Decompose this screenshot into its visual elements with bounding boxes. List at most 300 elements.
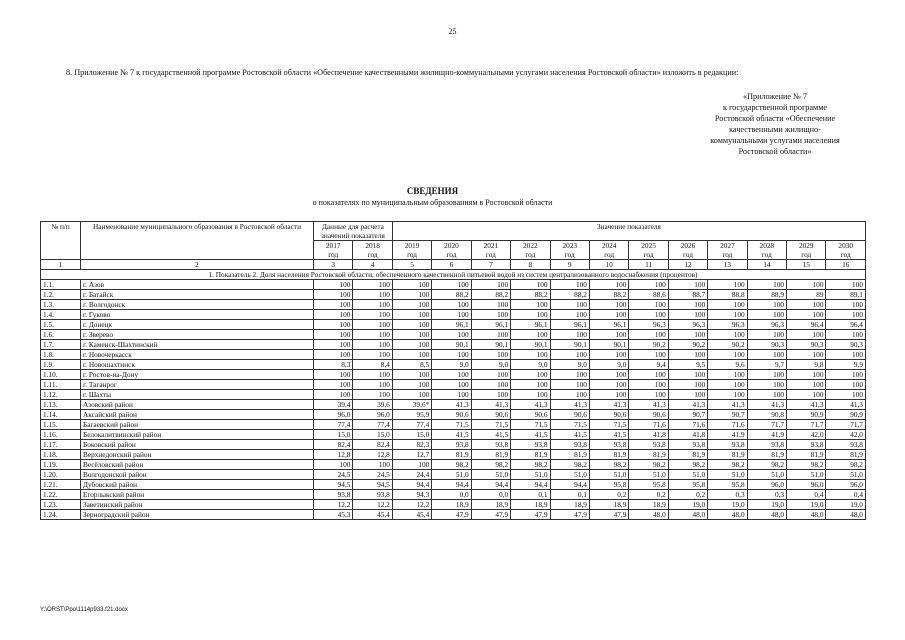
indicator-value: 81,9: [787, 450, 826, 460]
indicator-value: 45,4: [392, 510, 431, 520]
indicator-value: 9,6: [708, 360, 747, 370]
indicator-value: 71,5: [471, 420, 510, 430]
indicator-value: 100: [314, 290, 353, 300]
indicator-value: 100: [629, 310, 668, 320]
year-header: [708, 241, 747, 260]
row-number: 1.17.: [41, 440, 81, 450]
column-number: 6: [432, 260, 471, 270]
indicator-value: 24,5: [353, 470, 392, 480]
year-suffix: год: [367, 250, 378, 259]
table-row: [41, 470, 866, 480]
header-value: Значение показателя: [392, 222, 865, 241]
indicator-value: 77,4: [392, 420, 431, 430]
municipality-name: г. Донецк: [81, 320, 314, 330]
header-num: № п/п: [41, 222, 81, 260]
year-suffix: год: [407, 250, 418, 259]
indicator-value: 81,9: [668, 450, 707, 460]
indicator-value: 96,1: [550, 320, 589, 330]
indicator-value: 47,9: [589, 510, 628, 520]
indicator-value: 94,4: [432, 480, 471, 490]
indicator-value: 96,3: [747, 320, 786, 330]
indicator-value: 51,0: [589, 470, 628, 480]
indicator-value: 100: [314, 300, 353, 310]
indicator-value: 41,3: [629, 400, 668, 410]
municipality-name: г. Новошахтинск: [81, 360, 314, 370]
year-header: [550, 241, 589, 260]
indicator-value: 41,8: [629, 430, 668, 440]
indicator-value: 9,7: [747, 360, 786, 370]
indicator-value: 100: [511, 380, 550, 390]
indicator-value: 51,0: [747, 470, 786, 480]
indicator-value: 100: [668, 350, 707, 360]
indicator-value: 100: [432, 380, 471, 390]
indicator-value: 41,5: [432, 430, 471, 440]
indicator-value: 42,0: [787, 430, 826, 440]
indicator-value: 100: [314, 460, 353, 470]
indicator-value: 0,2: [629, 490, 668, 500]
year-value: 2020: [444, 241, 459, 250]
indicator-value: 100: [550, 390, 589, 400]
indicator-value: 96,1: [432, 320, 471, 330]
indicator-value: 81,9: [747, 450, 786, 460]
indicator-value: 100: [668, 310, 707, 320]
indicator-value: 100: [353, 330, 392, 340]
indicator-value: 93,8: [787, 440, 826, 450]
indicator-value: 93,8: [550, 440, 589, 450]
indicator-value: 96,3: [708, 320, 747, 330]
year-value: 2024: [601, 241, 617, 250]
column-number: 11: [629, 260, 668, 270]
indicator-value: 100: [826, 390, 865, 400]
indicator-value: 100: [392, 370, 431, 380]
municipality-name: Белокалитвинский район: [81, 430, 314, 440]
indicator-value: 9,8: [787, 360, 826, 370]
indicator-value: 100: [668, 370, 707, 380]
row-number: 1.19.: [41, 460, 81, 470]
indicator-value: 81,9: [550, 450, 589, 460]
indicator-value: 51,0: [629, 470, 668, 480]
indicator-value: 90,6: [432, 410, 471, 420]
indicator-value: 100: [511, 280, 550, 290]
indicator-value: 93,8: [826, 440, 865, 450]
year-suffix: год: [761, 250, 772, 259]
year-header: [432, 241, 471, 260]
indicator-value: 90,3: [747, 340, 786, 350]
indicator-value: 100: [511, 370, 550, 380]
indicator-value: 100: [353, 310, 392, 320]
indicator-value: 100: [589, 390, 628, 400]
municipality-name: г. Таганрог: [81, 380, 314, 390]
indicator-value: 100: [589, 280, 628, 290]
row-number: 1.2.: [41, 290, 81, 300]
indicator-value: 100: [314, 340, 353, 350]
municipality-name: г. Батайск: [81, 290, 314, 300]
indicator-value: 41,3: [471, 400, 510, 410]
indicator-value: 100: [826, 350, 865, 360]
indicator-value: 48,0: [708, 510, 747, 520]
indicator-value: 100: [589, 380, 628, 390]
indicator-value: 100: [471, 380, 510, 390]
indicator-value: 0,3: [708, 490, 747, 500]
column-number: 16: [826, 260, 865, 270]
year-value: 2018: [365, 241, 380, 250]
indicator-value: 88,2: [471, 290, 510, 300]
indicator-value: 88,2: [511, 290, 550, 300]
column-number-row: [41, 260, 866, 270]
indicator-value: 100: [826, 310, 865, 320]
indicator-value: 90,6: [589, 410, 628, 420]
table-row: [41, 450, 866, 460]
indicator-value: 90,6: [511, 410, 550, 420]
indicator-value: 41,3: [787, 400, 826, 410]
indicator-value: 51,0: [708, 470, 747, 480]
indicator-value: 19,0: [787, 500, 826, 510]
indicator-value: 96,4: [787, 320, 826, 330]
indicator-value: 100: [432, 350, 471, 360]
indicator-value: 96,1: [511, 320, 550, 330]
indicator-value: 39,4: [314, 400, 353, 410]
indicator-value: 100: [708, 280, 747, 290]
year-header: [668, 241, 707, 260]
municipality-name: Азовский район: [81, 400, 314, 410]
indicator-value: 100: [708, 310, 747, 320]
indicator-value: 90,7: [708, 410, 747, 420]
indicator-value: 100: [747, 330, 786, 340]
indicator-value: 100: [314, 390, 353, 400]
indicator-value: 48,0: [787, 510, 826, 520]
year-header: [471, 241, 510, 260]
year-header: [747, 241, 786, 260]
indicator-value: 41,8: [668, 430, 707, 440]
indicator-value: 98,2: [589, 460, 628, 470]
indicator-value: 81,9: [511, 450, 550, 460]
indicator-value: 100: [511, 330, 550, 340]
year-suffix: год: [722, 250, 733, 259]
indicator-value: 100: [589, 350, 628, 360]
row-number: 1.16.: [41, 430, 81, 440]
indicator-value: 100: [787, 370, 826, 380]
indicator-value: 100: [550, 350, 589, 360]
indicator-value: 100: [471, 370, 510, 380]
row-number: 1.22.: [41, 490, 81, 500]
document-title: СВЕДЕНИЯ: [406, 186, 459, 196]
indicator-value: 41,5: [471, 430, 510, 440]
indicator-value: 100: [392, 460, 431, 470]
indicator-value: 24,5: [314, 470, 353, 480]
indicator-value: 45,3: [314, 510, 353, 520]
indicator-value: 100: [787, 310, 826, 320]
indicator-value: 41,3: [708, 400, 747, 410]
indicator-value: 100: [589, 330, 628, 340]
indicator-value: 100: [392, 380, 431, 390]
table-row: [41, 300, 866, 310]
indicator-value: 100: [392, 330, 431, 340]
indicator-value: 96,0: [787, 480, 826, 490]
indicator-value: 41,5: [511, 430, 550, 440]
indicator-value: 90,9: [826, 410, 865, 420]
indicator-value: 9,0: [471, 360, 510, 370]
year-value: 2029: [798, 241, 814, 250]
indicator-value: 41,3: [589, 400, 628, 410]
indicator-value: 90,2: [668, 340, 707, 350]
indicator-value: 93,8: [314, 490, 353, 500]
indicator-value: 90,3: [826, 340, 865, 350]
indicator-value: 0,4: [787, 490, 826, 500]
indicator-value: 71,5: [511, 420, 550, 430]
year-header: [353, 241, 392, 260]
indicator-value: 0,2: [589, 490, 628, 500]
indicator-value: 71,7: [747, 420, 786, 430]
table-row: [41, 340, 866, 350]
indicator-value: 95,8: [668, 480, 707, 490]
municipality-name: Весёловский район: [81, 460, 314, 470]
indicator-value: 9,9: [826, 360, 865, 370]
indicator-value: 100: [392, 350, 431, 360]
section-title: 1. Показатель 2. Доля населения Ростовской области, обеспеченного качественной питьевой водой из систем централизованного водоснабжения (процентов): [41, 270, 866, 280]
table-row: [41, 430, 866, 440]
indicator-value: 95,8: [629, 480, 668, 490]
municipality-name: г. Новочеркасск: [81, 350, 314, 360]
indicator-value: 100: [629, 390, 668, 400]
indicator-value: 12,2: [392, 500, 431, 510]
indicator-value: 100: [432, 310, 471, 320]
municipality-name: Верхнедонский район: [81, 450, 314, 460]
indicator-value: 100: [787, 300, 826, 310]
year-suffix: год: [564, 250, 575, 259]
indicator-value: 93,8: [747, 440, 786, 450]
column-number: 9: [550, 260, 589, 270]
indicator-value: 0,1: [550, 490, 589, 500]
indicator-value: 51,0: [432, 470, 471, 480]
indicator-value: 100: [353, 340, 392, 350]
indicator-value: 96,0: [314, 410, 353, 420]
indicator-value: 100: [747, 310, 786, 320]
indicator-value: 100: [392, 310, 431, 320]
indicator-value: 98,2: [511, 460, 550, 470]
year-value: 2027: [720, 241, 735, 250]
indicator-value: 19,0: [668, 500, 707, 510]
indicator-value: 41,9: [747, 430, 786, 440]
indicator-value: 41,3: [432, 400, 471, 410]
intro-paragraph: 8. Приложение № 7 к государственной программе Ростовской области «Обеспечение качественными жилищно-коммунальными услугами населения Ростовской области» изложить в редакции:: [66, 68, 739, 77]
indicator-value: 100: [392, 280, 431, 290]
indicator-value: 100: [747, 280, 786, 290]
indicator-value: 100: [668, 330, 707, 340]
indicator-value: 12,7: [392, 450, 431, 460]
table-row: [41, 360, 866, 370]
indicator-value: 41,5: [550, 430, 589, 440]
indicator-value: 90,7: [668, 410, 707, 420]
indicator-value: 47,9: [432, 510, 471, 520]
row-number: 1.4.: [41, 310, 81, 320]
row-number: 1.3.: [41, 300, 81, 310]
indicator-value: 82,3: [392, 440, 431, 450]
indicator-value: 41,3: [668, 400, 707, 410]
indicator-value: 100: [629, 280, 668, 290]
indicator-value: 8,3: [314, 360, 353, 370]
indicator-value: 45,4: [353, 510, 392, 520]
municipality-name: Волгодонской район: [81, 470, 314, 480]
indicator-value: 100: [314, 310, 353, 320]
indicator-value: 0,0: [432, 490, 471, 500]
indicator-value: 18,9: [629, 500, 668, 510]
indicator-value: 93,8: [589, 440, 628, 450]
indicator-value: 41,3: [826, 400, 865, 410]
indicator-value: 71,7: [787, 420, 826, 430]
year-value: 2026: [680, 241, 696, 250]
indicator-value: 88,2: [550, 290, 589, 300]
indicator-value: 100: [314, 370, 353, 380]
indicator-value: 88,2: [432, 290, 471, 300]
indicator-value: 100: [511, 350, 550, 360]
indicator-value: 100: [629, 370, 668, 380]
indicator-value: 90,6: [629, 410, 668, 420]
column-number: 15: [787, 260, 826, 270]
indicator-value: 100: [511, 310, 550, 320]
year-value: 2019: [404, 241, 420, 250]
year-header: [392, 241, 431, 260]
indicator-value: 51,0: [826, 470, 865, 480]
indicator-value: 47,9: [550, 510, 589, 520]
indicator-value: 96,0: [826, 480, 865, 490]
indicator-value: 100: [826, 300, 865, 310]
indicator-value: 19,0: [826, 500, 865, 510]
indicator-value: 100: [747, 350, 786, 360]
table-row: [41, 460, 866, 470]
indicator-value: 9,0: [432, 360, 471, 370]
header-calc: Данные для расчета значений показателя: [314, 222, 393, 241]
indicator-value: 88,8: [708, 290, 747, 300]
indicator-value: 100: [314, 280, 353, 290]
indicator-value: 81,9: [471, 450, 510, 460]
indicator-value: 90,6: [471, 410, 510, 420]
indicator-value: 100: [432, 300, 471, 310]
year-header: [314, 241, 353, 260]
indicator-value: 89,1: [826, 290, 865, 300]
indicator-value: 8,4: [353, 360, 392, 370]
indicator-value: 100: [589, 300, 628, 310]
indicator-value: 88,6: [629, 290, 668, 300]
year-suffix: год: [840, 250, 851, 259]
row-number: 1.5.: [41, 320, 81, 330]
indicator-value: 19,0: [747, 500, 786, 510]
indicator-value: 39,6: [353, 400, 392, 410]
indicator-value: 93,8: [471, 440, 510, 450]
indicator-value: 100: [550, 370, 589, 380]
indicator-value: 100: [629, 330, 668, 340]
indicator-value: 100: [314, 330, 353, 340]
indicator-value: 93,8: [708, 440, 747, 450]
indicator-value: 100: [668, 280, 707, 290]
section-row: [41, 270, 866, 280]
indicator-value: 90,1: [471, 340, 510, 350]
indicator-value: 100: [787, 330, 826, 340]
indicator-value: 71,5: [432, 420, 471, 430]
indicator-value: 81,9: [432, 450, 471, 460]
row-number: 1.7.: [41, 340, 81, 350]
indicator-value: 100: [353, 350, 392, 360]
row-number: 1.24.: [41, 510, 81, 520]
table-row: [41, 440, 866, 450]
table-row: [41, 480, 866, 490]
indicator-value: 94,4: [471, 480, 510, 490]
year-value: 2030: [838, 241, 854, 250]
column-number: 2: [81, 260, 314, 270]
indicator-value: 71,5: [589, 420, 628, 430]
municipality-name: г. Гуково: [81, 310, 314, 320]
indicator-value: 19,0: [708, 500, 747, 510]
column-number: 5: [392, 260, 431, 270]
indicator-value: 100: [353, 300, 392, 310]
indicator-value: 90,2: [708, 340, 747, 350]
indicator-value: 98,2: [668, 460, 707, 470]
indicator-value: 89: [787, 290, 826, 300]
indicator-value: 90,1: [511, 340, 550, 350]
indicator-value: 100: [471, 310, 510, 320]
indicator-value: 51,0: [511, 470, 550, 480]
table-row: [41, 490, 866, 500]
row-number: 1.23.: [41, 500, 81, 510]
indicator-value: 100: [708, 390, 747, 400]
indicator-value: 90,9: [787, 410, 826, 420]
indicator-value: 82,4: [314, 440, 353, 450]
indicator-value: 100: [787, 390, 826, 400]
indicator-value: 98,2: [708, 460, 747, 470]
municipality-name: Боковский район: [81, 440, 314, 450]
indicator-value: 100: [708, 370, 747, 380]
row-number: 1.14.: [41, 410, 81, 420]
indicator-value: 94,3: [392, 490, 431, 500]
indicator-value: 90,1: [432, 340, 471, 350]
row-number: 1.6.: [41, 330, 81, 340]
indicator-value: 100: [314, 350, 353, 360]
row-number: 1.18.: [41, 450, 81, 460]
indicator-value: 100: [471, 350, 510, 360]
header-name: Наименование муниципального образования в Ростовской области: [81, 222, 314, 260]
indicator-value: 41,3: [511, 400, 550, 410]
row-number: 1.9.: [41, 360, 81, 370]
municipality-name: Егорлыкский район: [81, 490, 314, 500]
indicator-value: 100: [353, 390, 392, 400]
municipality-name: Заветинский район: [81, 500, 314, 510]
year-header: [826, 241, 865, 260]
indicator-value: 71,7: [826, 420, 865, 430]
indicator-value: 9,0: [589, 360, 628, 370]
indicator-value: 24,4: [392, 470, 431, 480]
row-number: 1.21.: [41, 480, 81, 490]
municipality-name: г. Каменск-Шахтинский: [81, 340, 314, 350]
indicator-value: 96,0: [353, 410, 392, 420]
indicator-value: 100: [550, 330, 589, 340]
indicator-value: 47,9: [511, 510, 550, 520]
indicator-value: 100: [353, 460, 392, 470]
indicator-value: 88,2: [589, 290, 628, 300]
column-number: 3: [314, 260, 353, 270]
indicator-value: 100: [708, 380, 747, 390]
indicator-value: 100: [392, 390, 431, 400]
indicator-value: 93,8: [511, 440, 550, 450]
indicators-table: [40, 221, 866, 520]
indicator-value: 96,3: [629, 320, 668, 330]
column-number: 1: [41, 260, 81, 270]
indicator-value: 100: [550, 280, 589, 290]
indicator-value: 93,8: [432, 440, 471, 450]
indicator-value: 71,6: [668, 420, 707, 430]
indicator-value: 100: [747, 380, 786, 390]
column-number: 8: [511, 260, 550, 270]
indicator-value: 100: [314, 320, 353, 330]
indicator-value: 9,0: [550, 360, 589, 370]
